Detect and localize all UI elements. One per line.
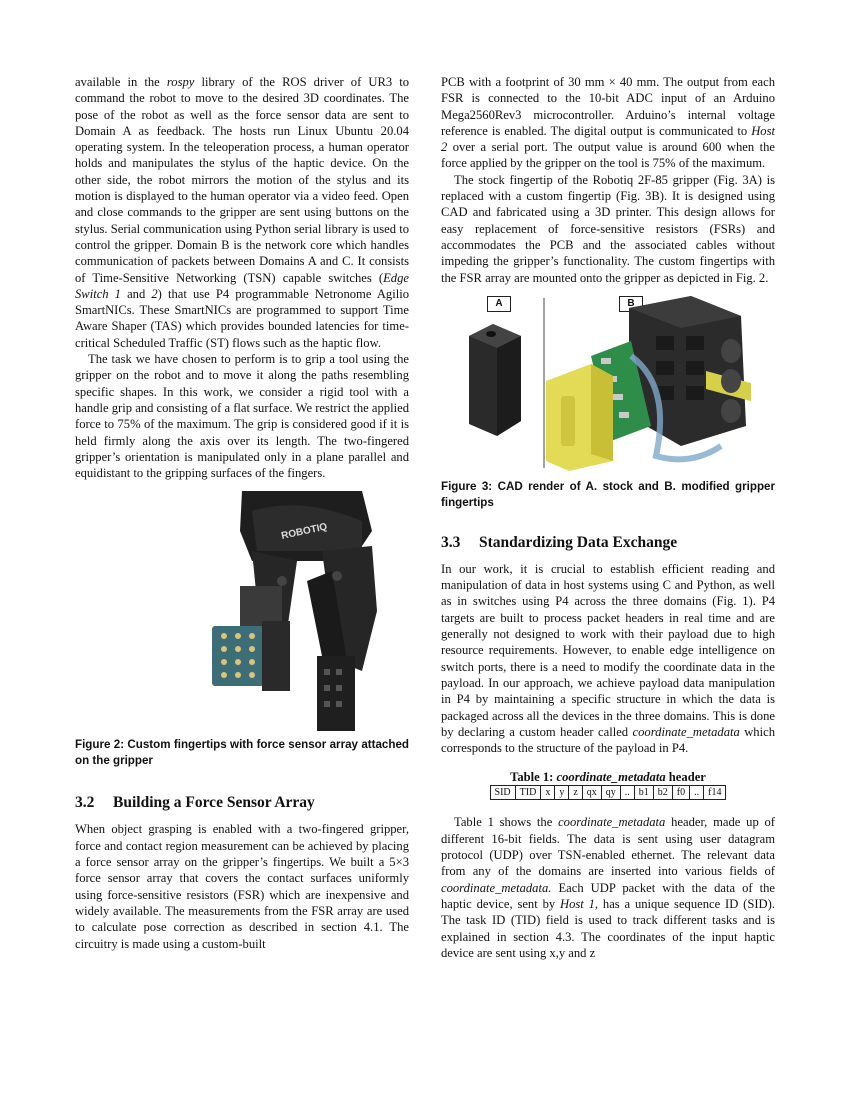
table-cell: SID [490, 786, 515, 800]
table-cell: y [555, 786, 569, 800]
figure-2-image [212, 491, 380, 731]
paragraph: The task we have chosen to perform is to grip a tool using the gripper on the robot and to move it along the paths resembling specific shapes. In this work, we consider a rigid tool with a handle grip and consisting of a flat surface. We restrict the applied force to 75% of the maximum. The grip is considered good if it is held firmly along the axis over its length. The two-fingered gripper’s orientation is manipulated only in a plane parallel and equidistant to the gripping surfaces of the fingers. [75, 352, 409, 481]
gripper-brand-label: ROBOTIQ [280, 521, 329, 543]
gripper-photo [212, 491, 380, 731]
table-cell: z [569, 786, 582, 800]
panel-label-b: B [619, 296, 643, 312]
table-cell: TID [515, 786, 541, 800]
paragraph: The stock fingertip of the Robotiq 2F-85 gripper (Fig. 3A) is replaced with a custom fingertip (Fig. 3B). It is designed using CAD and fabricated using a 3D printer. This design allows for easy replacement of force-sensitive resistors (FSRs) and accommodates the PCB and the associated cables without impeding the gripper’s functionality. The custom fingertips with the FSR array are mounted onto the gripper as depicted in Fig. 2. [441, 172, 775, 285]
figure-3-image [441, 296, 775, 471]
figure-3-caption: Figure 3: CAD render of A. stock and B. modified gripper fingertips [441, 479, 775, 509]
paragraph: When object grasping is enabled with a two-fingered gripper, force and contact region measurement can be achieved by placing a force sensor array on the gripper’s fingertips. We built a 5×3 force sensor array that covers the contact surfaces uniformly using force-sensitive resistors (FSR) which are inexpensive and widely available. The measurements from the FSR array are used to calculate pose correction as described in section 4.1. The circuitry is made using a custom-built [75, 822, 409, 951]
paragraph: In our work, it is crucial to establish efficient reading and manipulation of data in host systems using C and Python, as well as in switches using P4 across the three domains (Fig. 1). P4 targets are built to process packet headers in real time and are generally not designed to work with their payload due to high resource requirements. However, to enable edge intelligence on switch ports, there is a need to modify the coordinate data in the payload. In our approach, we achieve payload data manipulation in P4 by maintaining a specific structure in which the data is packaged across all the devices in the three domains. This is done by declaring a custom header called coordinate_metadata which corresponds to the structure of the payload in P4. [441, 561, 775, 756]
table-cell: x [541, 786, 555, 800]
right-column [441, 74, 775, 961]
paragraph: Table 1 shows the coordinate_metadata header, made up of different 16-bit fields. The data is sent using user datagram protocol (UDP) over TSN-enabled ethernet. The relevant data from any of the domains are inserted into various fields of coordinate_metadata. Each UDP packet with the data of the haptic device, sent by Host 1, has a unique sequence ID (SID). The task ID (TID) field is used to track different tasks and is explained in section 4.3. The coordinates of the input haptic device are sent using x,y and z [441, 815, 776, 960]
table-cell: f14 [704, 786, 726, 800]
table-row [490, 786, 726, 800]
table-cell: qy [601, 786, 620, 800]
panel-label-a: A [487, 296, 511, 312]
paragraph: PCB with a footprint of 30 mm × 40 mm. The output from each FSR is connected to the 10-bit ADC input of an Arduino Mega2560Rev3 microcontroller. Arduino’s internal voltage reference is enabled. The digital output is communicated to Host 2 over a serial port. The output value is around 600 when the force applied by the gripper on the tool is 75% of the maximum. [441, 75, 775, 171]
section-heading: 3.2 Building a Force Sensor Array [75, 794, 315, 812]
table-cell: f0 [672, 786, 689, 800]
table-cell: qx [582, 786, 601, 800]
table-cell: .. [620, 786, 634, 800]
cad-render [441, 296, 775, 471]
table-1-title: Table 1: coordinate_metadata header [510, 770, 706, 785]
left-column [75, 74, 409, 952]
table-cell: b2 [653, 786, 672, 800]
paragraph: available in the rospy library of the ROS driver of UR3 to command the robot to move to the desired 3D coordinates. The pose of the robot as well as the force sensor data are sent to Domain A as feedback. The hosts run Linux Ubuntu 20.04 operating system. In the teleoperation process, a human operator holds and manipulates the stylus of the haptic device. On the other side, the robot mirrors the motion of the stylus and its motion is displayed to the human operator via a video feed. Open and close commands to the gripper are sent using buttons on the stylus. Serial communication using Python serial library is used to control the gripper. Domain B is the network core which handles communication of packets between Domains A and C. It consists of Time-Sensitive Networking (TSN) capable switches (Edge Switch 1 and 2) that use P4 programmable Netronome Agilio SmartNICs. These SmartNICs are programmed to support Time Aware Shaper (TAS) which provides bounded latencies for time-critical Scheduled Traffic (ST) flows such as the haptic flow. [75, 75, 410, 350]
table-cell: b1 [634, 786, 653, 800]
coordinate-metadata-table [490, 785, 727, 800]
table-cell: .. [690, 786, 704, 800]
section-heading: 3.3 Standardizing Data Exchange [441, 533, 678, 551]
figure-2-caption: Figure 2: Custom fingertips with force sensor array attached on the gripper [75, 738, 409, 768]
